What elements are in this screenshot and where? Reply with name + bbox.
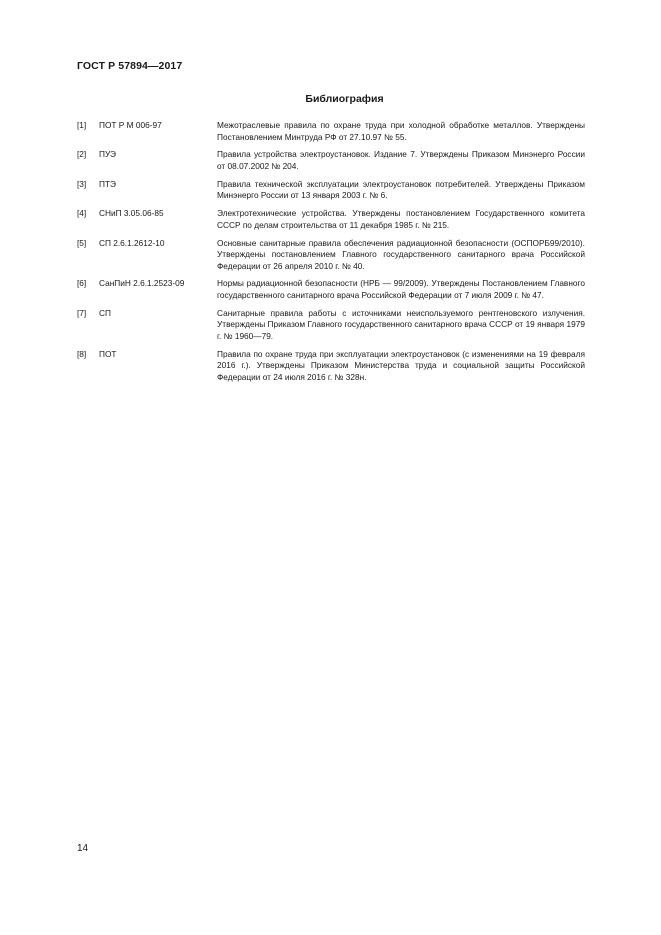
page-header-standard-id: ГОСТ Р 57894—2017 (77, 60, 183, 72)
entry-number: [7] (77, 307, 87, 318)
entry-number: [1] (77, 120, 87, 130)
bibliography-entry (77, 308, 585, 343)
entry-number: [8] (77, 348, 87, 359)
bibliography-entry (77, 179, 585, 202)
bibliography-entry (77, 149, 585, 172)
entry-text: Санитарные правила работы с источниками неиспользуемого рентгеновского излучения. Утверждены Приказом Главного государственного санитарного врача СССР от 19 января 1979 г. № 1960—79. (217, 307, 585, 342)
entry-text: Правила устройства электроустановок. Издание 7. Утверждены Приказом Минэнерго России от 08.07.2002 № 204. (217, 149, 585, 171)
entry-text: Электротехнические устройства. Утверждены постановлением Государственного комитета СССР по делам строительства от 11 декабря 1985 г. № 215. (217, 208, 585, 230)
bibliography-entry (77, 208, 585, 231)
entry-number: [3] (77, 178, 87, 189)
entry-code: СП (99, 307, 111, 318)
entry-text: Межотраслевые правила по охране труда при холодной обработке металлов. Утверждены Постановлением Минтруда РФ от 27.10.97 № 55. (217, 120, 585, 142)
bibliography-list (77, 120, 585, 390)
entry-code: ПОТ (99, 348, 117, 359)
section-title (0, 93, 661, 105)
entry-text: Нормы радиационной безопасности (НРБ — 99/2009). Утверждены Постановлением Главного государственного санитарного врача Российской Федерации от 7 июля 2009 г. № 47. (217, 278, 585, 301)
bibliography-entry (77, 278, 585, 301)
entry-text: Правила по охране труда при эксплуатации электроустановок (с изменениями на 19 февраля 2016 г.). Утверждены Приказом Министерства труда и социальной защиты Российской Федерации от 24 июля 2016 г. № 328н. (217, 348, 585, 382)
entry-text: Основные санитарные правила обеспечения радиационной безопасности (ОСПОРБ99/2010). Утверждены постановлением Главного государственного санитарного врача Российской Федерации от 26 апреля 2010 г. № 40. (217, 237, 585, 271)
entry-text: Правила технической эксплуатации электроустановок потребителей. Утверждены Приказом Минэнерго России от 13 января 2003 г. № 6. (217, 178, 585, 201)
bibliography-entry (77, 349, 585, 384)
entry-number: [4] (77, 208, 87, 219)
entry-number: [5] (77, 237, 87, 248)
entry-code: СанПиН 2.6.1.2523-09 (99, 278, 185, 289)
entry-number: [6] (77, 278, 87, 289)
entry-code: ПОТ Р М 006-97 (99, 120, 162, 130)
entry-code: ПУЭ (99, 149, 117, 160)
page-number: 14 (77, 843, 89, 854)
entry-code: СП 2.6.1.2612-10 (99, 237, 165, 248)
entry-code: ПТЭ (99, 178, 116, 189)
bibliography-entry (77, 238, 585, 273)
bibliography-entry (77, 120, 585, 143)
section-title-text: Библиография (305, 93, 384, 105)
entry-code: СНиП 3.05.06-85 (99, 208, 164, 219)
entry-number: [2] (77, 149, 87, 160)
